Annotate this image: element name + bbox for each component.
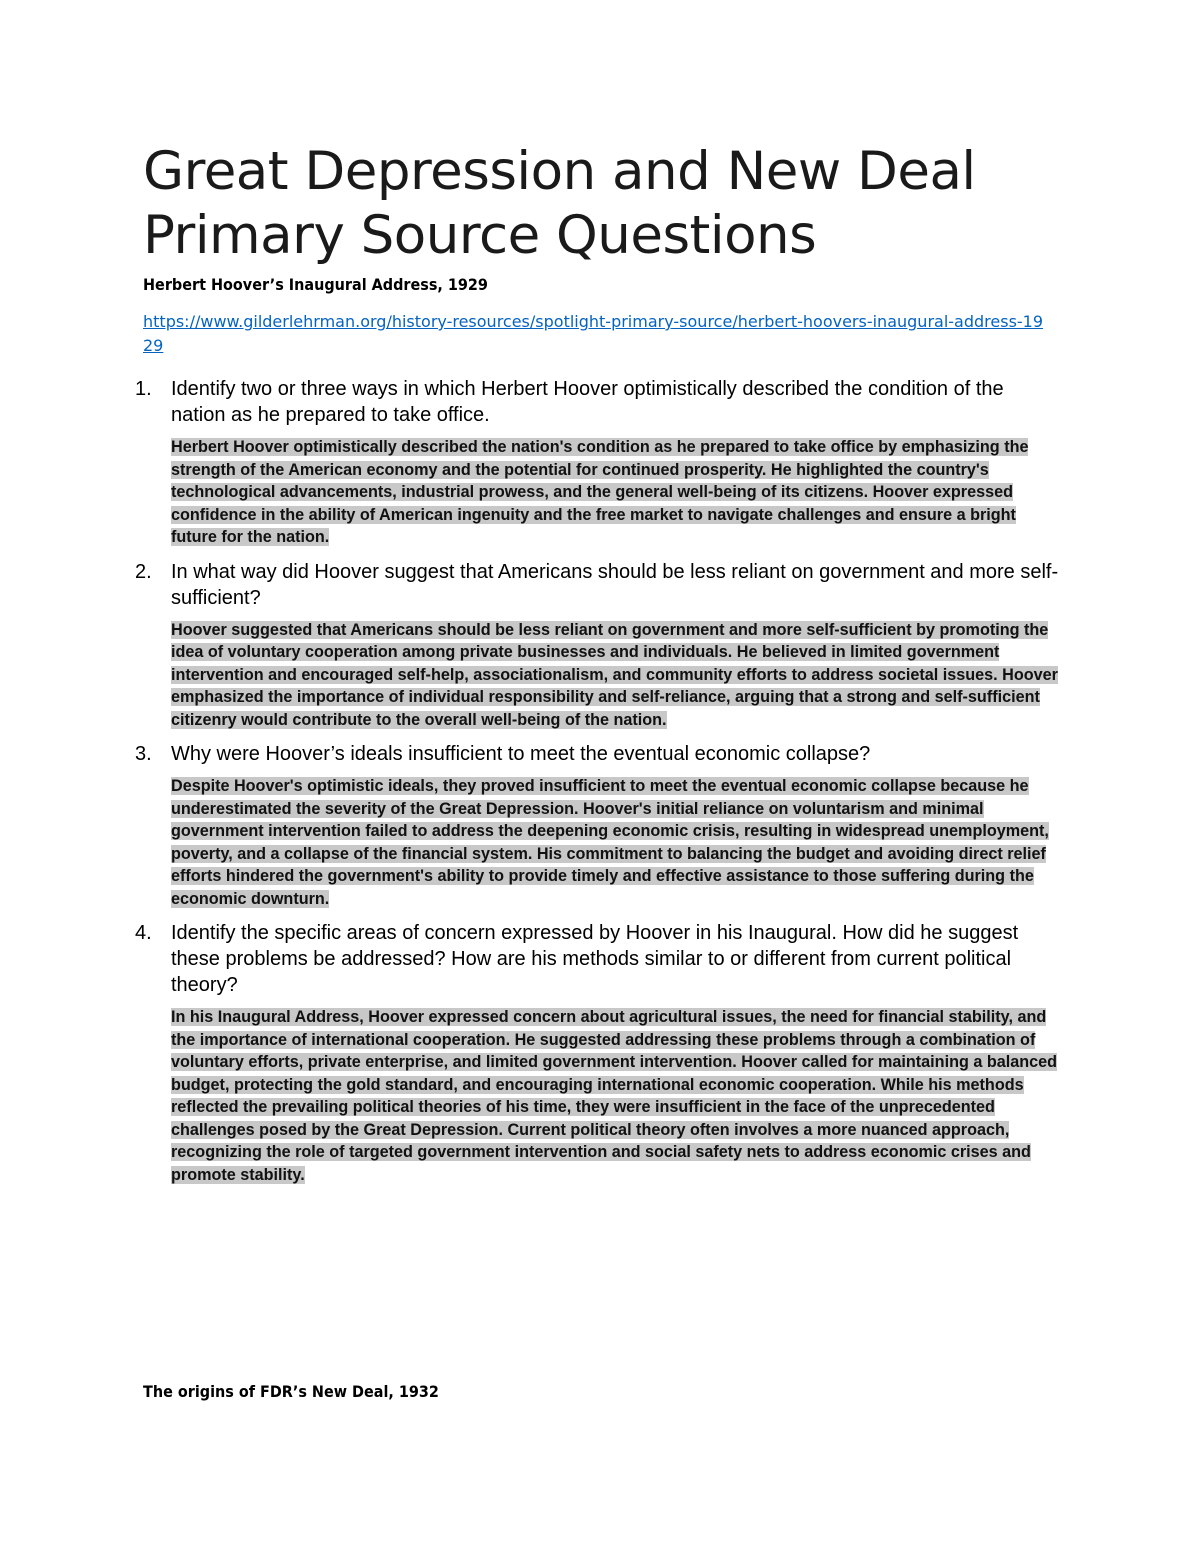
question-item-2: [135, 559, 1063, 732]
document-page: [135, 140, 1063, 1196]
question-text: Why were Hoover’s ideals insufficient to meet the eventual economic collapse?: [171, 743, 871, 765]
question-item-3: [135, 741, 1063, 910]
source-link[interactable]: https://www.gilderlehrman.org/history-resources/spotlight-primary-source/herbert-hoovers-inaugural-address-1929: [143, 312, 1044, 355]
question-item-4: [135, 920, 1063, 1186]
question-number: 1.: [135, 378, 152, 400]
section-heading-new-deal: The origins of FDR’s New Deal, 1932: [143, 1382, 439, 1401]
question-number: 2.: [135, 560, 152, 583]
answer-text: [171, 1006, 1063, 1186]
answer-text: [171, 619, 1063, 732]
answer-highlight: Despite Hoover's optimistic ideals, they proved insufficient to meet the eventual economic collapse because he underestimated the severity of the Great Depression. Hoover's initial reliance on voluntarism and minimal government intervention failed to address the deepening economic crisis, resulting in widespread unemployment, poverty, and a collapse of the financial system. His commitment to balancing the budget and avoiding direct relief efforts hindered the government's ability to provide timely and effective assistance to those suffering during the economic downturn.: [171, 777, 1049, 908]
answer-highlight: Herbert Hoover optimistically described the nation's condition as he prepared to take office by emphasizing the strength of the American economy and the potential for continued prosperity. He highlighted the country's technological advancements, industrial prowess, and the general well-being of its citizens. Hoover expressed confidence in the ability of American ingenuity and the free market to navigate challenges and ensure a bright future for the nation.: [171, 438, 1029, 546]
answer-highlight: In his Inaugural Address, Hoover expressed concern about agricultural issues, the need for financial stability, and the importance of international cooperation. He suggested addressing these problems through a combination of voluntary efforts, private enterprise, and limited government intervention. Hoover called for maintaining a balanced budget, protecting the gold standard, and encouraging international economic cooperation. While his methods reflected the prevailing political theories of his time, they were insufficient in the face of the unprecedented challenges posed by the Great Depression. Current political theory often involves a more nuanced approach, recognizing the role of targeted government intervention and social safety nets to address economic crises and promote stability.: [171, 1008, 1058, 1184]
question-item-1: [135, 376, 1063, 549]
question-list: [135, 376, 1063, 1186]
title-line-1: Great Depression and New Deal: [143, 141, 976, 202]
question-text: Identify two or three ways in which Herbert Hoover optimistically described the condition of the nation as he prepared to take office.: [171, 378, 1004, 426]
answer-text: [171, 436, 1063, 549]
question-text: Identify the specific areas of concern expressed by Hoover in his Inaugural. How did he suggest these problems be addressed? How are his methods similar to or different from current political theory?: [171, 922, 1019, 996]
title-line-2: Primary Source Questions: [143, 205, 817, 266]
answer-text: [171, 775, 1063, 910]
page-title: [143, 140, 1063, 268]
answer-highlight: Hoover suggested that Americans should be less reliant on government and more self-sufficient by promoting the idea of voluntary cooperation among private businesses and individuals. He believed in limited government intervention and encouraged self-help, associationalism, and community efforts to address societal issues. Hoover emphasized the importance of individual responsibility and self-reliance, arguing that a strong and self-sufficient citizenry would contribute to the overall well-being of the nation.: [171, 620, 1058, 729]
section-heading-hoover: Herbert Hoover’s Inaugural Address, 1929: [143, 275, 488, 294]
question-number: 4.: [135, 922, 152, 944]
question-text: In what way did Hoover suggest that Americans should be less reliant on government and more self-sufficient?: [171, 560, 1059, 609]
question-number: 3.: [135, 743, 152, 765]
